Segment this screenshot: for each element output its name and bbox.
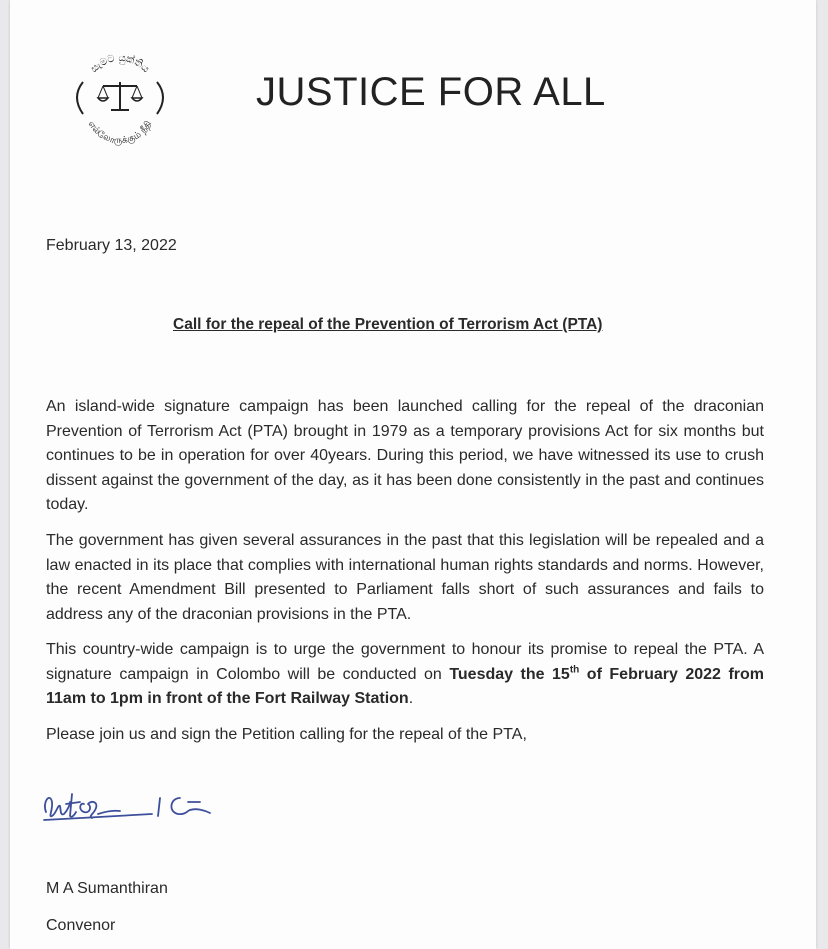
letter-page bbox=[10, 0, 816, 949]
paragraph-government-assurances: The government has given several assurances in the past that this legislation will be repealed and a law enacted in its place that complies with international human rights standards and norms. However, the recent Amendment Bill presented to Parliament falls short of such assurances and fails to address any of the draconian provisions in the PTA. bbox=[46, 532, 764, 623]
scales-of-justice-icon bbox=[65, 42, 175, 152]
letter-date: February 13, 2022 bbox=[46, 237, 177, 254]
paragraph-invitation: Please join us and sign the Petition calling for the repeal of the PTA, bbox=[46, 726, 527, 743]
paragraph-campaign-launch: An island-wide signature campaign has been launched calling for the repeal of the draconian Prevention of Terrorism Act (PTA) brought in 1979 as a temporary provisions Act for six months but continues to be in operation for over 40years. During this period, we have witnessed its use to crush dissent against the government of the day, as it has been done consistently in the past and continues today. bbox=[46, 398, 764, 513]
handwritten-signature bbox=[40, 780, 260, 830]
paragraph-campaign-details: This country-wide campaign is to urge the government to honour its promise to repeal the PTA. A signature campaign in Colombo will be conducted on Tuesday the 15th of February 2022 from 11am to 1pm in front of the Fort Railway Station. bbox=[46, 641, 765, 707]
signatory-role: Convenor bbox=[46, 917, 116, 934]
letter-subject: Call for the repeal of the Prevention of Terrorism Act (PTA) bbox=[173, 316, 603, 333]
svg-text:සැමට යුක්තිය: සැමට යුක්තිය bbox=[88, 52, 152, 76]
signatory-name: M A Sumanthiran bbox=[46, 880, 168, 897]
organization-title: JUSTICE FOR ALL bbox=[256, 70, 606, 114]
campaign-date-text: Tuesday the 15th of February 2022 from 11am to 1pm in front of the Fort Railway Station bbox=[46, 664, 765, 707]
campaign-intro-text: This country-wide campaign is to urge the government to honour its promise to repeal the PTA. A signature campaign in Colombo will be conducted on bbox=[46, 641, 764, 683]
svg-text:எல்லோருக்கும் நீதி: எல்லோருக்கும் நீதி bbox=[85, 119, 155, 147]
